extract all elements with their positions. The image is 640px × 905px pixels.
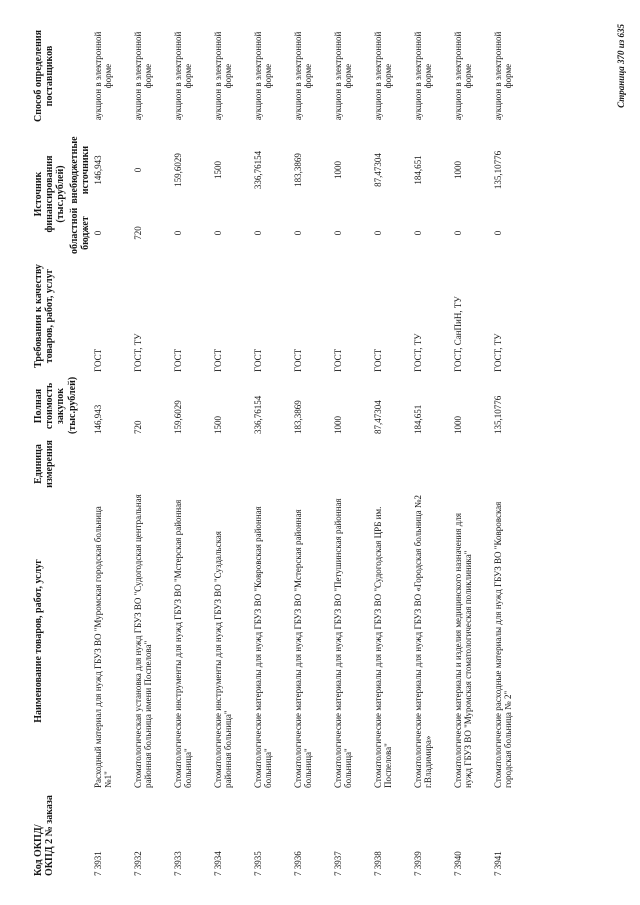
row-total: 1000 <box>332 416 343 434</box>
row-regional-budget: 0 <box>492 230 503 236</box>
header-requirements: Требования к качеству товаров, работ, услуг <box>33 264 56 368</box>
row-extra-budget: 336,76154 <box>252 150 263 190</box>
header-unit: Единица измерения <box>33 440 56 488</box>
row-extra-budget: 1500 <box>212 161 223 179</box>
row-name: Стоматологические расходные материалы для нужд ГБУЗ ВО "Ковровская городская больница № 2" <box>492 501 514 788</box>
row-regional-budget: 0 <box>172 230 183 236</box>
row-regional-budget: 0 <box>92 230 103 236</box>
row-method: аукцион в электронной форме <box>292 31 314 121</box>
header-method: Способ определения поставщиков <box>33 29 56 123</box>
row-method: аукцион в электронной форме <box>452 31 474 121</box>
row-method: аукцион в электронной форме <box>92 31 114 121</box>
row-code: 7 3934 <box>212 851 223 876</box>
row-total: 1000 <box>452 416 463 434</box>
table-row <box>132 21 172 879</box>
row-method: аукцион в электронной форме <box>252 31 274 121</box>
header-name: Наименование товаров, работ, услуг <box>33 559 44 723</box>
row-total: 720 <box>132 420 143 434</box>
row-code: 7 3941 <box>492 851 503 876</box>
row-requirements: ГОСТ <box>212 348 223 372</box>
row-method: аукцион в электронной форме <box>372 31 394 121</box>
row-total: 87,47304 <box>372 400 383 434</box>
row-requirements: ГОСТ, ТУ <box>412 333 423 372</box>
row-method: аукцион в электронной форме <box>332 31 354 121</box>
row-code: 7 3933 <box>172 851 183 876</box>
row-extra-budget: 1000 <box>452 161 463 179</box>
header-total: Полная стоимость закупок (тыс.рублей) <box>33 376 78 434</box>
row-unit <box>252 437 292 491</box>
row-total: 1500 <box>212 416 223 434</box>
row-extra-budget: 183,3869 <box>292 153 303 187</box>
row-regional-budget: 0 <box>292 230 303 236</box>
row-requirements: ГОСТ <box>332 348 343 372</box>
row-total: 183,3869 <box>292 400 303 434</box>
table-body <box>92 21 532 879</box>
row-requirements: ГОСТ, ТУ <box>492 333 503 372</box>
row-unit <box>292 437 332 491</box>
row-regional-budget: 720 <box>132 226 143 240</box>
row-method: аукцион в электронной форме <box>172 31 194 121</box>
table-row <box>492 21 532 879</box>
row-requirements: ГОСТ <box>372 348 383 372</box>
row-name: Расходный материал для нужд ГБУЗ ВО "Муромская городская больница №1" <box>92 506 114 788</box>
row-code: 7 3940 <box>452 851 463 876</box>
row-extra-budget: 1000 <box>332 161 343 179</box>
row-name: Стоматологическая установка для нужд ГБУЗ ВО "Судогодская центральная районная больница имени Поспелова" <box>132 494 154 788</box>
page-number: Страница 370 из 635 <box>616 24 626 108</box>
row-code: 7 3938 <box>372 851 383 876</box>
table-row <box>92 21 132 879</box>
row-code: 7 3932 <box>132 851 143 876</box>
row-regional-budget: 0 <box>452 230 463 236</box>
procurement-table <box>32 21 532 879</box>
row-code: 7 3935 <box>252 851 263 876</box>
row-regional-budget: 0 <box>212 230 223 236</box>
row-unit <box>172 437 212 491</box>
row-extra-budget: 146,943 <box>92 155 103 185</box>
row-unit <box>452 437 492 491</box>
row-extra-budget: 135,10776 <box>492 150 503 190</box>
header-sources: Источник финансирования (тыс.рублей) <box>33 155 67 233</box>
row-name: Стоматологические инструменты для нужд ГБУЗ ВО "Мстерская районная больница" <box>172 499 194 788</box>
row-unit <box>412 437 452 491</box>
row-regional-budget: 0 <box>332 230 343 236</box>
row-requirements: ГОСТ <box>252 348 263 372</box>
table-row <box>292 21 332 879</box>
row-requirements: ГОСТ <box>92 348 103 372</box>
row-method: аукцион в электронной форме <box>412 31 434 121</box>
row-code: 7 3937 <box>332 851 343 876</box>
row-name: Стоматологические материалы для нужд ГБУЗ ВО "Судогодская ЦРБ им. Поспелова" <box>372 506 394 788</box>
row-name: Стоматологические материалы для нужд ГБУЗ ВО "Ковровская районная больница" <box>252 506 274 788</box>
row-method: аукцион в электронной форме <box>132 31 154 121</box>
row-extra-budget: 159,6029 <box>172 153 183 187</box>
row-name: Стоматологические материалы для нужд ГБУЗ ВО "Петушинская районная больница" <box>332 498 354 788</box>
row-unit <box>212 437 252 491</box>
row-extra-budget: 87,47304 <box>372 153 383 187</box>
row-method: аукцион в электронной форме <box>492 31 514 121</box>
row-name: Стоматологические инструменты для нужд ГБУЗ ВО "Суздальская районная больница" <box>212 531 234 788</box>
row-requirements: ГОСТ <box>292 348 303 372</box>
header-src-extra: внебюджетные источники <box>68 136 91 204</box>
row-unit <box>332 437 372 491</box>
row-unit <box>132 437 172 491</box>
row-unit <box>92 437 132 491</box>
row-total: 135,10776 <box>492 395 503 434</box>
row-code: 7 3936 <box>292 851 303 876</box>
row-extra-budget: 0 <box>132 167 143 173</box>
row-code: 7 3939 <box>412 851 423 876</box>
row-total: 336,76154 <box>252 395 263 434</box>
row-extra-budget: 184,651 <box>412 155 423 185</box>
header-code: Код ОКПД/ ОКПД 2 № заказа <box>33 795 56 876</box>
table-row <box>172 21 212 879</box>
row-name: Стоматологические материалы для нужд ГБУЗ ВО "Мстерская районная больница" <box>292 509 314 788</box>
header-src-regional: областной бюджет <box>68 207 91 254</box>
table-row <box>252 21 292 879</box>
row-requirements: ГОСТ <box>172 348 183 372</box>
row-total: 159,6029 <box>172 400 183 434</box>
table-row <box>372 21 412 879</box>
table-row <box>332 21 372 879</box>
row-regional-budget: 0 <box>372 230 383 236</box>
row-method: аукцион в электронной форме <box>212 31 234 121</box>
row-regional-budget: 0 <box>252 230 263 236</box>
row-code: 7 3931 <box>92 851 103 876</box>
row-name: Стоматологические материалы для нужд ГБУЗ ВО «Городская больница №2 г.Владимира» <box>412 494 434 788</box>
row-name: Стоматологические материалы и изделия медицинского назначения для нужд ГБУЗ ВО "Муромская стоматологическая поликлиника" <box>452 513 474 788</box>
row-unit <box>492 437 532 491</box>
row-total: 146,943 <box>92 404 103 434</box>
table-row <box>412 21 452 879</box>
row-unit <box>372 437 412 491</box>
table-row <box>452 21 492 879</box>
row-total: 184,651 <box>412 404 423 434</box>
table-row <box>212 21 252 879</box>
row-requirements: ГОСТ, ТУ <box>132 333 143 372</box>
row-requirements: ГОСТ, СанПиН, ТУ <box>452 296 463 372</box>
row-regional-budget: 0 <box>412 230 423 236</box>
